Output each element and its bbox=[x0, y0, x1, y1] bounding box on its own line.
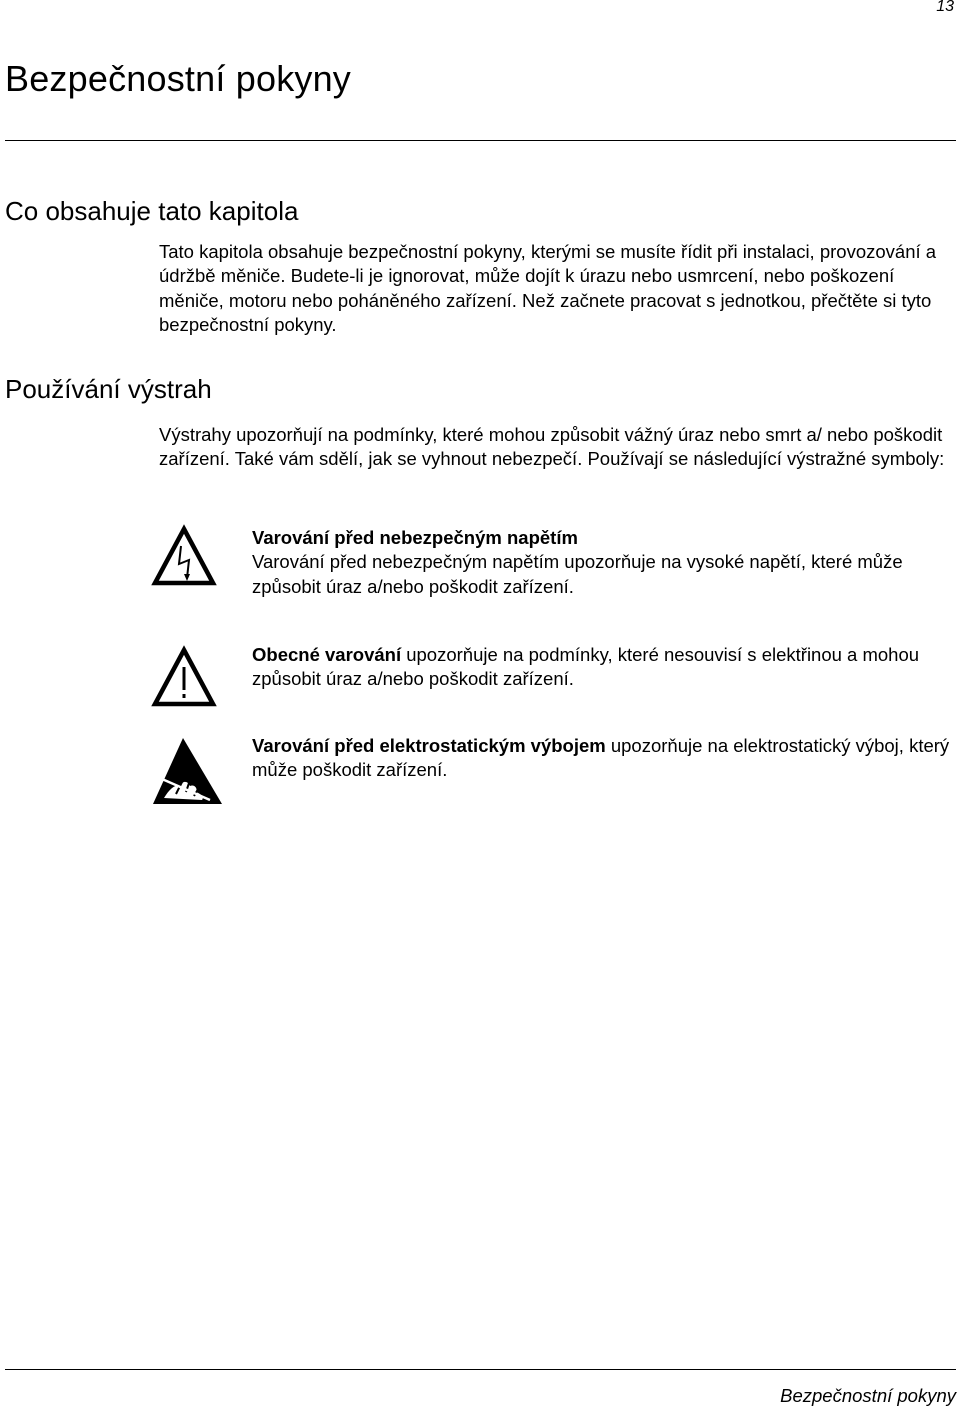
warning-high-voltage-text: Varování před nebezpečným napětím upozorňuje na vysoké napětí, které může způsobit úraz a/nebo poškodit zařízení. bbox=[252, 551, 903, 597]
warning-high-voltage-title: Varování před nebezpečným napětím bbox=[252, 527, 578, 548]
section-paragraph-contents: Tato kapitola obsahuje bezpečnostní pokyny, kterými se musíte řídit při instalaci, provozování a údržbě měniče. Budete-li je ignorovat, může dojít k úrazu nebo usmrcení, nebo poškození měniče, motoru nebo poháněného zařízení. Než začnete pracovat s jednotkou, přečtěte si tyto bezpečnostní pokyny. bbox=[159, 241, 937, 335]
warning-electrostatic-text: upozorňuje na elektrostatický výboj, který může poškodit zařízení. bbox=[252, 735, 950, 781]
footer-title: Bezpečnostní pokyny bbox=[780, 1385, 956, 1406]
warning-high-voltage bbox=[252, 526, 957, 599]
footer-rule bbox=[5, 1369, 956, 1370]
warning-general-text: upozorňuje na podmínky, které nesouvisí s elektřinou a mohou způsobit úraz a/nebo poškodit zařízení. bbox=[252, 644, 920, 690]
warning-general-title: Obecné varování bbox=[252, 644, 402, 665]
electrostatic-discharge-warning-icon bbox=[150, 734, 224, 806]
chapter-title: Bezpečnostní pokyny bbox=[5, 58, 352, 99]
section-title-warnings: Používání výstrah bbox=[5, 374, 212, 404]
general-warning-icon bbox=[150, 645, 218, 709]
section-title-contents: Co obsahuje tato kapitola bbox=[5, 196, 299, 226]
page-number: 13 bbox=[936, 0, 954, 15]
header-rule bbox=[5, 140, 956, 141]
warning-electrostatic bbox=[252, 734, 957, 783]
section-paragraph-warnings: Výstrahy upozorňují na podmínky, které mohou způsobit vážný úraz nebo smrt a/ nebo poškodit zařízení. Také vám sdělí, jak se vyhnout nebezpečí. Používají se následující výstražné symboly: bbox=[159, 424, 945, 470]
warning-electrostatic-title: Varování před elektrostatickým výbojem bbox=[252, 735, 606, 756]
warning-general bbox=[252, 643, 957, 692]
high-voltage-warning-icon bbox=[150, 524, 218, 588]
